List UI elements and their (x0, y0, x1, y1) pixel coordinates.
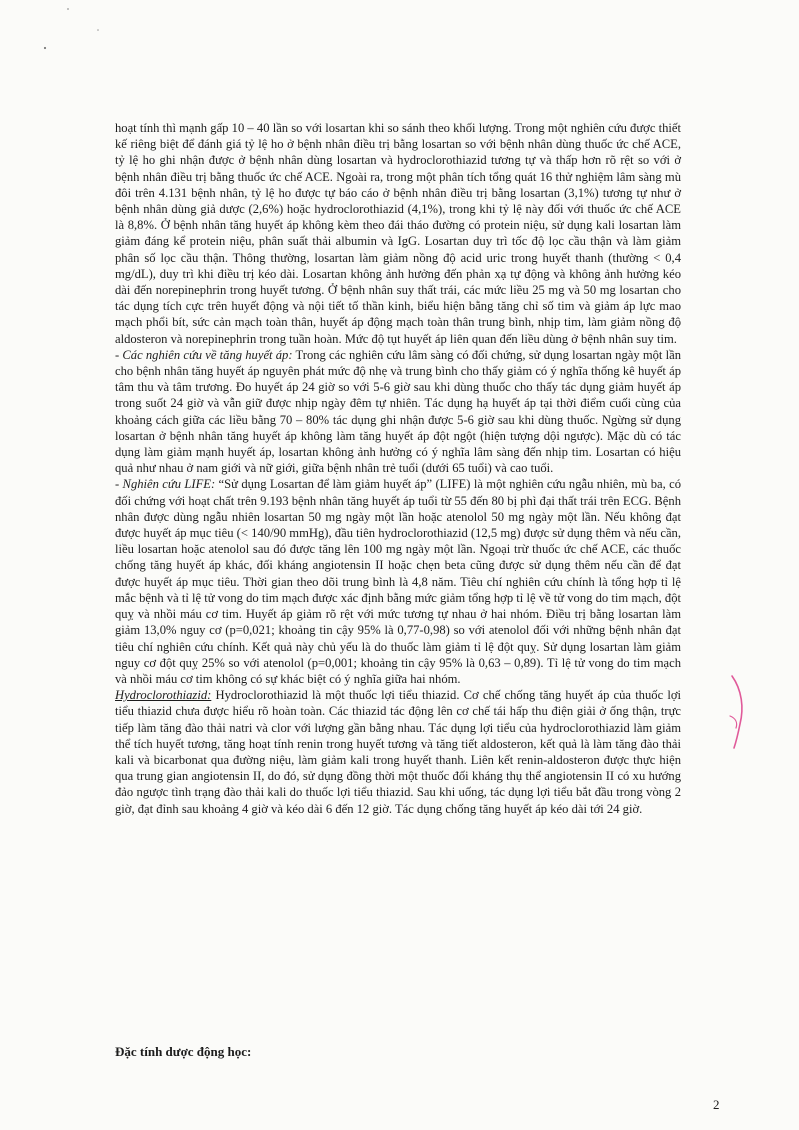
life-study-body: “Sử dụng Losartan để làm giảm huyết áp” (LIFE) là một nghiên cứu ngẫu nhiên, mù ba, có đối chứng với hoạt chất trên 9.193 bệnh nhân tăng huyết áp tuổi từ 55 đến 80 bị phì đại thất trái trên ECG. Bệnh nhân được dùng ngẫu nhiên losartan 50 mg ngày một lần hoặc atenolol 50 mg ngày một lần. Nếu không đạt được huyết áp mục tiêu (< 140/90 mmHg), đầu tiên hydroclorothiazid (12,5 mg) được sử dụng thêm và nếu cần, liều losartan hoặc atenolol sau đó được tăng lên 100 mg ngày một lần. Ngoại trừ thuốc ức chế ACE, các thuốc chống tăng huyết áp khác, đối kháng angiotensin II hoặc chẹn beta cũng được sử dụng thêm nếu cần để đạt được huyết áp mục tiêu. Thời gian theo dõi trung bình là 4,8 năm. Tiêu chí nghiên cứu chính là tổng hợp tỉ lệ mắc bệnh và tỉ lệ tử vong do tim mạch được xác định bằng mức giảm tổng hợp tỉ lệ về tử vong do tim mạch, đột quỵ và nhồi máu cơ tim. Huyết áp giảm rõ rệt với mức tương tự nhau ở hai nhóm. Điều trị bằng losartan làm giảm 13,0% nguy cơ (p=0,021; khoảng tin cậy 95% là 0,77-0,98) so với atenolol đối với những bệnh nhân đạt tiêu chí nghiên cứu chính. Kết quả này chủ yếu là do thuốc làm giảm tỉ lệ đột quỵ. Sử dụng losartan làm giảm nguy cơ đột quỵ 25% so với atenolol (p=0,001; khoảng tin cậy 95% là 0,63 – 0,89). Tỉ lệ tử vong do tim mạch và nhồi máu cơ tim không có sự khác biệt có ý nghĩa giữa hai nhóm. (115, 477, 681, 686)
paragraph-efficacy: hoạt tính thì mạnh gấp 10 – 40 lần so với losartan khi so sánh theo khối lượng. Trong một nghiên cứu được thiết kế riêng biệt để đánh giá tỷ lệ ho ở bệnh nhân điều trị bằng losartan so với bệnh nhân dùng thuốc ức chế ACE, tỷ lệ ho ghi nhận được ở bệnh nhân dùng losartan và hydroclorothiazid tương tự và thấp hơn rõ rệt so với ở bệnh nhân điều trị bằng thuốc ức chế ACE. Ngoài ra, trong một phân tích tổng quát 16 thử nghiệm lâm sàng mù đôi trên 4.131 bệnh nhân, tỷ lệ ho được tự báo cáo ở bệnh nhân điều trị bằng losartan (3,1%) tương tự như ở bệnh nhân dùng giả dược (2,6%) hoặc hydroclorothiazid (4,1%), trong khi tỷ lệ này đối với thuốc ức chế ACE là 8,8%. Ở bệnh nhân tăng huyết áp không kèm theo đái tháo đường có protein niệu, sử dụng kali losartan làm giảm đáng kể protein niệu, phân suất thải albumin và IgG. Losartan duy trì tốc độ lọc cầu thận và làm giảm phân số lọc cầu thận. Thông thường, losartan làm giảm nồng độ acid uric trong huyết thanh (thường < 0,4 mg/dL), duy trì khi điều trị kéo dài. Losartan không ảnh hưởng đến phản xạ tự động và không ảnh hưởng kéo dài đến norepinephrin trong huyết tương. Ở bệnh nhân suy thất trái, các mức liều 25 mg và 50 mg losartan cho tác dụng tích cực trên huyết động và nội tiết tố thần kinh, biểu hiện bằng tăng chỉ số tim và giảm áp lực mao mạch phổi bít, sức cản mạch toàn thân, huyết áp động mạch toàn thân trung bình, nhịp tim, làm giảm nồng độ aldosteron và norepinephrin trong tuần hoàn. Mức độ tụt huyết áp liên quan đến liều dùng ở bệnh nhân suy tim. (115, 121, 681, 346)
paragraph-life-study (115, 476, 681, 687)
scan-specks (0, 0, 120, 60)
hydroclorothiazid-label: Hydroclorothiazid: (115, 688, 212, 703)
body-text (115, 120, 681, 817)
paragraph-hypertension-studies (115, 347, 681, 477)
hypertension-studies-body: Trong các nghiên cứu lâm sàng có đối chứng, sử dụng losartan ngày một lần cho bệnh nhân tăng huyết áp nguyên phát mức độ nhẹ và trung bình cho thấy giảm có ý nghĩa thống kê huyết áp tâm thu và tâm trương. Đo huyết áp 24 giờ so với 5-6 giờ sau khi dùng thuốc cho thấy tác dụng giảm huyết áp trong suốt 24 giờ và vẫn giữ được nhịp ngày đêm tự nhiên. Tác dụng hạ huyết áp tại thời điểm cuối cùng của khoảng cách giữa các liều bằng 70 – 80% tác dụng ghi nhận được 5-6 giờ sau khi dùng thuốc. Ngừng sử dụng losartan ở bệnh nhân tăng huyết áp không làm tăng huyết áp đột ngột (hiện tượng dội ngược). Mặc dù có tác dụng làm giảm mạnh huyết áp, losartan không ảnh hưởng có ý nghĩa lâm sàng đến nhịp tim. Losartan có hiệu quả như nhau ở nam giới và nữ giới, giữa bệnh nhân trẻ tuổi (dưới 65 tuổi) và cao tuổi. (115, 347, 681, 476)
hydroclorothiazid-body: Hydroclorothiazid là một thuốc lợi tiểu thiazid. Cơ chế chống tăng huyết áp của thuốc lợi tiểu thiazid chưa được hiểu rõ hoàn toàn. Các thiazid tác động lên cơ chế tái hấp thu điện giải ở ống thận, trực tiếp làm tăng đào thải natri và clor với lượng gần bằng nhau. Tác dụng lợi tiểu của hydroclorothiazid làm giảm thể tích huyết tương, tăng hoạt tính renin trong huyết tương và tăng tiết aldosteron, kết quả là làm tăng đào thải kali và bicarbonat qua đường niệu, làm giảm kali trong huyết thanh. Liên kết renin-aldosteron được thực hiện qua trung gian angiotensin II, do đó, sử dụng đồng thời một thuốc đối kháng thụ thể angiotensin II có xu hướng đảo ngược tình trạng đào thải kali do thuốc lợi tiểu thiazid. Sau khi uống, tác dụng lợi tiểu bắt đầu trong vòng 2 giờ, đạt đỉnh sau khoảng 4 giờ và kéo dài 6 đến 12 giờ. Tác dụng chống tăng huyết áp kéo dài tới 24 giờ. (115, 688, 681, 816)
paragraph-hydroclorothiazid (115, 687, 681, 817)
pink-pen-mark (726, 672, 756, 752)
hypertension-studies-label: - Các nghiên cứu về tăng huyết áp: (115, 347, 293, 362)
life-study-label: - Nghiên cứu LIFE: (115, 477, 216, 492)
section-heading: Đặc tính dược động học: (115, 1044, 252, 1059)
page-number: 2 (713, 1097, 720, 1112)
